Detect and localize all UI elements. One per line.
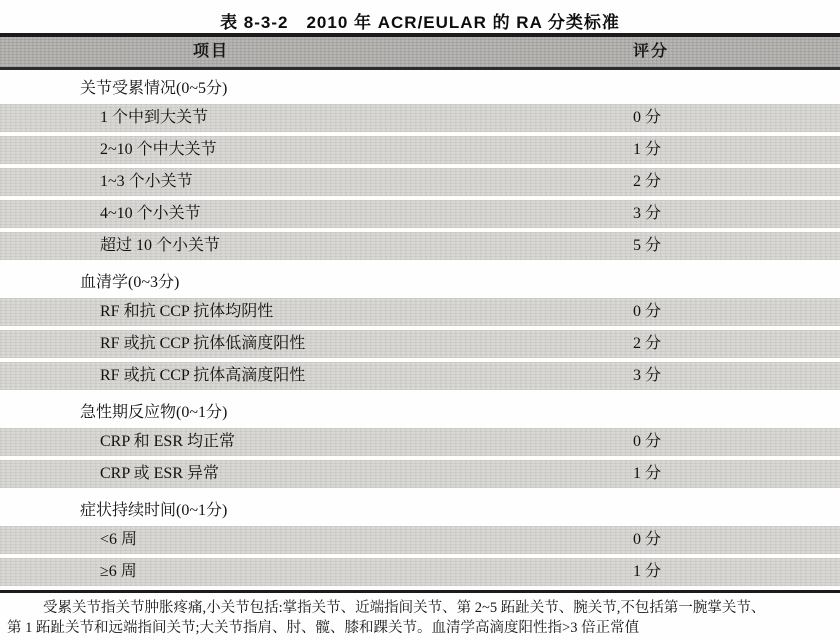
column-header-score: 评分	[633, 43, 670, 60]
row-score: 3 分	[633, 367, 662, 384]
section-header-joint-involvement: 关节受累情况(0~5分)	[0, 70, 840, 104]
row-item-label: 4~10 个小关节	[100, 205, 201, 222]
row-score: 2 分	[633, 335, 662, 352]
table-row	[0, 362, 840, 390]
table-row	[0, 298, 840, 326]
section-header-serology: 血清学(0~3分)	[0, 264, 840, 298]
footnote-line: 受累关节指关节肿胀疼痛,小关节包括:掌指关节、近端指间关节、第 2~5 跖趾关节、腕关节,不包括第一腕掌关节、	[43, 600, 766, 616]
row-score: 1 分	[633, 563, 662, 580]
table-row	[0, 558, 840, 586]
table-body	[0, 70, 840, 586]
row-item-label: RF 和抗 CCP 抗体均阴性	[100, 303, 274, 320]
table-row	[0, 136, 840, 164]
row-item-label: 2~10 个中大关节	[100, 141, 217, 158]
row-score: 0 分	[633, 109, 662, 126]
section-header-acute-phase: 急性期反应物(0~1分)	[0, 394, 840, 428]
table-row	[0, 200, 840, 228]
table-row	[0, 460, 840, 488]
row-score: 5 分	[633, 237, 662, 254]
table-row	[0, 168, 840, 196]
footnote	[7, 599, 835, 638]
row-item-label: 1 个中到大关节	[100, 109, 209, 126]
row-score: 0 分	[633, 531, 662, 548]
table-row	[0, 526, 840, 554]
section-header-symptom-duration: 症状持续时间(0~1分)	[0, 492, 840, 526]
column-header-item: 项目	[193, 43, 230, 60]
row-item-label: CRP 和 ESR 均正常	[100, 433, 235, 450]
table-title: 表 8-3-2 2010 年 ACR/EULAR 的 RA 分类标准	[220, 13, 620, 32]
row-item-label: 超过 10 个小关节	[100, 237, 221, 254]
footnote-line: 第 1 跖趾关节和远端指间关节;大关节指肩、肘、髋、膝和踝关节。血清学高滴度阳性指>3 倍正常值	[7, 619, 640, 636]
row-score: 0 分	[633, 303, 662, 320]
row-score: 3 分	[633, 205, 662, 222]
table-header-row	[0, 37, 840, 70]
row-score: 1 分	[633, 141, 662, 158]
row-item-label: RF 或抗 CCP 抗体高滴度阳性	[100, 367, 306, 384]
row-score: 0 分	[633, 433, 662, 450]
row-item-label: ≥6 周	[100, 563, 137, 580]
table-row	[0, 232, 840, 260]
row-item-label: <6 周	[100, 531, 138, 548]
row-score: 2 分	[633, 173, 662, 190]
row-item-label: RF 或抗 CCP 抗体低滴度阳性	[100, 335, 306, 352]
row-score: 1 分	[633, 465, 662, 482]
table-row	[0, 330, 840, 358]
table-row	[0, 428, 840, 456]
criteria-table	[0, 33, 840, 593]
row-item-label: CRP 或 ESR 异常	[100, 465, 219, 482]
row-item-label: 1~3 个小关节	[100, 173, 193, 190]
table-row	[0, 104, 840, 132]
